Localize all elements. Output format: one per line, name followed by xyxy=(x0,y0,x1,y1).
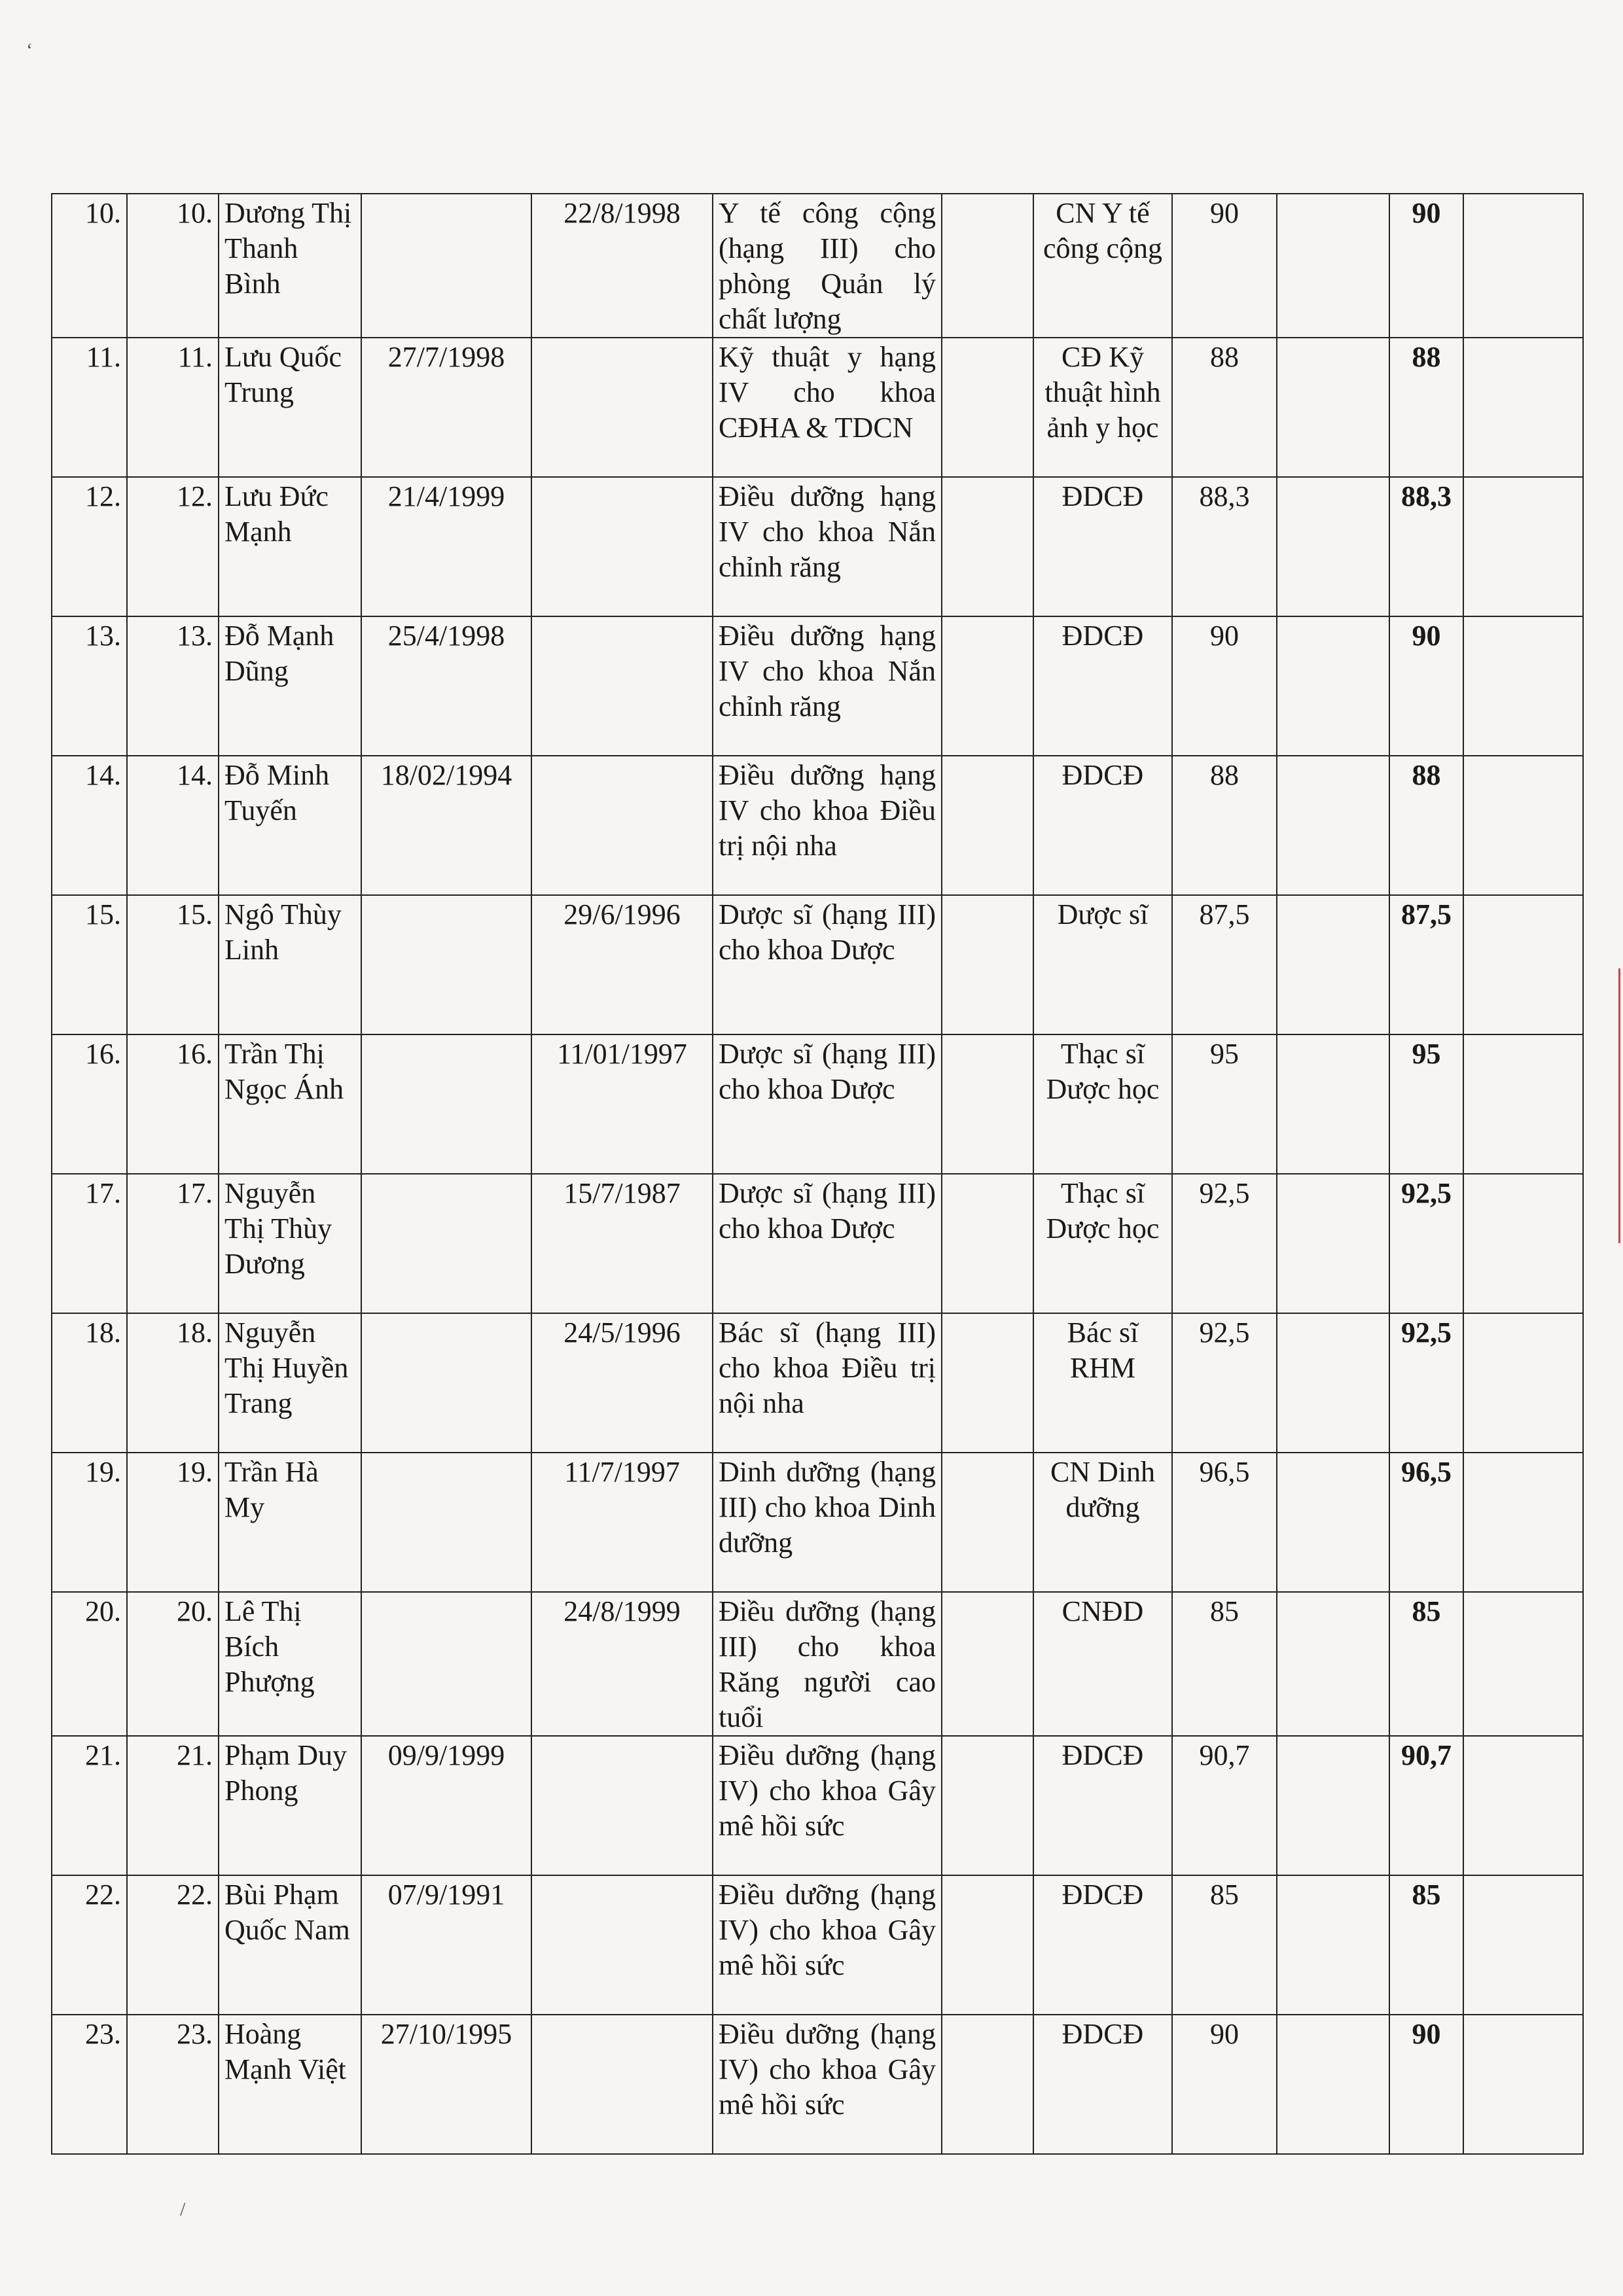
total-score: 90,7 xyxy=(1389,1736,1463,1875)
position-applied: Điều dưỡng (hạng IV) cho khoa Gây mê hồi sức xyxy=(713,1736,942,1875)
candidate-name: Phạm Duy Phong xyxy=(219,1736,361,1875)
dob-female: 11/7/1997 xyxy=(531,1453,713,1592)
dob-male: 27/10/1995 xyxy=(361,2015,531,2154)
note xyxy=(1463,1453,1583,1592)
total-score: 85 xyxy=(1389,1875,1463,2015)
exam-score: 90,7 xyxy=(1172,1736,1277,1875)
candidate-number: 23. xyxy=(127,2015,219,2154)
note xyxy=(1463,1736,1583,1875)
dob-female xyxy=(531,2015,713,2154)
bonus-points xyxy=(1277,1034,1389,1174)
qualification: ĐDCĐ xyxy=(1033,477,1172,616)
candidate-number: 12. xyxy=(127,477,219,616)
candidate-number: 10. xyxy=(127,194,219,338)
row-number: 23. xyxy=(52,2015,127,2154)
qualification: CĐ Kỹ thuật hình ảnh y học xyxy=(1033,338,1172,477)
dob-female: 22/8/1998 xyxy=(531,194,713,338)
qualification: ĐDCĐ xyxy=(1033,756,1172,895)
total-score: 88,3 xyxy=(1389,477,1463,616)
bonus-points xyxy=(1277,756,1389,895)
exam-score: 92,5 xyxy=(1172,1174,1277,1313)
qualification: Thạc sĩ Dược học xyxy=(1033,1034,1172,1174)
empty-cell xyxy=(942,1313,1033,1453)
position-applied: Điều dưỡng (hạng IV) cho khoa Gây mê hồi sức xyxy=(713,2015,942,2154)
empty-cell xyxy=(942,756,1033,895)
bonus-points xyxy=(1277,1736,1389,1875)
row-number: 11. xyxy=(52,338,127,477)
exam-score: 88 xyxy=(1172,756,1277,895)
dob-female: 24/5/1996 xyxy=(531,1313,713,1453)
total-score: 90 xyxy=(1389,2015,1463,2154)
row-number: 17. xyxy=(52,1174,127,1313)
total-score: 88 xyxy=(1389,756,1463,895)
exam-score: 95 xyxy=(1172,1034,1277,1174)
dob-female: 29/6/1996 xyxy=(531,895,713,1034)
candidate-name: Bùi Phạm Quốc Nam xyxy=(219,1875,361,2015)
table-row xyxy=(52,616,1583,756)
empty-cell xyxy=(942,1736,1033,1875)
exam-score: 85 xyxy=(1172,1875,1277,2015)
red-stamp-edge-mark xyxy=(1609,968,1620,1243)
row-number: 18. xyxy=(52,1313,127,1453)
candidate-number: 13. xyxy=(127,616,219,756)
dob-male: 09/9/1999 xyxy=(361,1736,531,1875)
scan-speck-top-left: ‘ xyxy=(26,39,33,61)
candidate-name: Trần Thị Ngọc Ánh xyxy=(219,1034,361,1174)
scan-speck-bottom-left: / xyxy=(180,2199,186,2220)
note xyxy=(1463,1174,1583,1313)
candidate-name: Đỗ Minh Tuyến xyxy=(219,756,361,895)
position-applied: Điều dưỡng hạng IV cho khoa Nắn chỉnh răng xyxy=(713,616,942,756)
dob-male xyxy=(361,194,531,338)
dob-male xyxy=(361,1592,531,1736)
note xyxy=(1463,1875,1583,2015)
candidate-number: 22. xyxy=(127,1875,219,2015)
total-score: 92,5 xyxy=(1389,1313,1463,1453)
dob-male: 21/4/1999 xyxy=(361,477,531,616)
position-applied: Bác sĩ (hạng III) cho khoa Điều trị nội nha xyxy=(713,1313,942,1453)
empty-cell xyxy=(942,338,1033,477)
empty-cell xyxy=(942,2015,1033,2154)
table-row xyxy=(52,194,1583,338)
exam-score: 88 xyxy=(1172,338,1277,477)
total-score: 95 xyxy=(1389,1034,1463,1174)
bonus-points xyxy=(1277,1453,1389,1592)
qualification: Thạc sĩ Dược học xyxy=(1033,1174,1172,1313)
dob-male xyxy=(361,1453,531,1592)
table-row xyxy=(52,1736,1583,1875)
bonus-points xyxy=(1277,616,1389,756)
candidate-name: Dương Thị Thanh Bình xyxy=(219,194,361,338)
exam-score: 85 xyxy=(1172,1592,1277,1736)
candidate-number: 15. xyxy=(127,895,219,1034)
exam-score: 96,5 xyxy=(1172,1453,1277,1592)
exam-score: 90 xyxy=(1172,194,1277,338)
candidate-name: Ngô Thùy Linh xyxy=(219,895,361,1034)
candidate-number: 14. xyxy=(127,756,219,895)
candidate-number: 19. xyxy=(127,1453,219,1592)
candidate-name: Lưu Quốc Trung xyxy=(219,338,361,477)
empty-cell xyxy=(942,1174,1033,1313)
candidate-name: Nguyễn Thị Thùy Dương xyxy=(219,1174,361,1313)
dob-male xyxy=(361,1174,531,1313)
bonus-points xyxy=(1277,1875,1389,2015)
dob-female xyxy=(531,1736,713,1875)
bonus-points xyxy=(1277,1174,1389,1313)
qualification: ĐDCĐ xyxy=(1033,1736,1172,1875)
qualification: CN Y tế công cộng xyxy=(1033,194,1172,338)
candidate-name: Đỗ Mạnh Dũng xyxy=(219,616,361,756)
row-number: 19. xyxy=(52,1453,127,1592)
candidate-number: 20. xyxy=(127,1592,219,1736)
bonus-points xyxy=(1277,477,1389,616)
position-applied: Điều dưỡng (hạng III) cho khoa Răng người cao tuổi xyxy=(713,1592,942,1736)
position-applied: Dược sĩ (hạng III) cho khoa Dược xyxy=(713,1034,942,1174)
dob-female: 15/7/1987 xyxy=(531,1174,713,1313)
row-number: 12. xyxy=(52,477,127,616)
row-number: 10. xyxy=(52,194,127,338)
empty-cell xyxy=(942,616,1033,756)
dob-female xyxy=(531,1875,713,2015)
total-score: 90 xyxy=(1389,616,1463,756)
dob-female xyxy=(531,338,713,477)
empty-cell xyxy=(942,1453,1033,1592)
total-score: 96,5 xyxy=(1389,1453,1463,1592)
total-score: 87,5 xyxy=(1389,895,1463,1034)
candidate-name: Hoàng Mạnh Việt xyxy=(219,2015,361,2154)
bonus-points xyxy=(1277,895,1389,1034)
candidate-name: Trần Hà My xyxy=(219,1453,361,1592)
table-row xyxy=(52,1174,1583,1313)
table-row xyxy=(52,338,1583,477)
row-number: 20. xyxy=(52,1592,127,1736)
candidate-number: 16. xyxy=(127,1034,219,1174)
qualification: Bác sĩ RHM xyxy=(1033,1313,1172,1453)
bonus-points xyxy=(1277,1313,1389,1453)
empty-cell xyxy=(942,194,1033,338)
total-score: 85 xyxy=(1389,1592,1463,1736)
exam-score: 90 xyxy=(1172,2015,1277,2154)
empty-cell xyxy=(942,1592,1033,1736)
qualification: ĐDCĐ xyxy=(1033,2015,1172,2154)
results-table-body xyxy=(52,194,1583,2154)
note xyxy=(1463,338,1583,477)
table-row xyxy=(52,1034,1583,1174)
note xyxy=(1463,2015,1583,2154)
results-table xyxy=(51,193,1584,2155)
qualification: Dược sĩ xyxy=(1033,895,1172,1034)
note xyxy=(1463,1034,1583,1174)
position-applied: Điều dưỡng (hạng IV) cho khoa Gây mê hồi sức xyxy=(713,1875,942,2015)
table-row xyxy=(52,1313,1583,1453)
empty-cell xyxy=(942,1875,1033,2015)
qualification: CNĐD xyxy=(1033,1592,1172,1736)
position-applied: Dinh dưỡng (hạng III) cho khoa Dinh dưỡng xyxy=(713,1453,942,1592)
exam-score: 90 xyxy=(1172,616,1277,756)
total-score: 90 xyxy=(1389,194,1463,338)
candidate-number: 18. xyxy=(127,1313,219,1453)
row-number: 21. xyxy=(52,1736,127,1875)
empty-cell xyxy=(942,1034,1033,1174)
qualification: CN Dinh dưỡng xyxy=(1033,1453,1172,1592)
row-number: 13. xyxy=(52,616,127,756)
empty-cell xyxy=(942,477,1033,616)
bonus-points xyxy=(1277,194,1389,338)
empty-cell xyxy=(942,895,1033,1034)
table-row xyxy=(52,477,1583,616)
dob-male: 18/02/1994 xyxy=(361,756,531,895)
candidate-number: 17. xyxy=(127,1174,219,1313)
row-number: 15. xyxy=(52,895,127,1034)
table-row xyxy=(52,2015,1583,2154)
dob-male: 07/9/1991 xyxy=(361,1875,531,2015)
note xyxy=(1463,756,1583,895)
dob-female xyxy=(531,756,713,895)
candidate-name: Lưu Đức Mạnh xyxy=(219,477,361,616)
table-row xyxy=(52,756,1583,895)
qualification: ĐDCĐ xyxy=(1033,1875,1172,2015)
row-number: 16. xyxy=(52,1034,127,1174)
position-applied: Kỹ thuật y hạng IV cho khoa CĐHA & TDCN xyxy=(713,338,942,477)
candidate-name: Nguyễn Thị Huyền Trang xyxy=(219,1313,361,1453)
total-score: 92,5 xyxy=(1389,1174,1463,1313)
candidate-number: 11. xyxy=(127,338,219,477)
exam-score: 92,5 xyxy=(1172,1313,1277,1453)
dob-male: 27/7/1998 xyxy=(361,338,531,477)
dob-female: 11/01/1997 xyxy=(531,1034,713,1174)
table-row xyxy=(52,1875,1583,2015)
table-row xyxy=(52,1453,1583,1592)
dob-female: 24/8/1999 xyxy=(531,1592,713,1736)
table-row xyxy=(52,1592,1583,1736)
exam-score: 88,3 xyxy=(1172,477,1277,616)
note xyxy=(1463,616,1583,756)
exam-score: 87,5 xyxy=(1172,895,1277,1034)
position-applied: Dược sĩ (hạng III) cho khoa Dược xyxy=(713,1174,942,1313)
dob-male xyxy=(361,895,531,1034)
dob-male: 25/4/1998 xyxy=(361,616,531,756)
table-row xyxy=(52,895,1583,1034)
bonus-points xyxy=(1277,1592,1389,1736)
candidate-name: Lê Thị Bích Phượng xyxy=(219,1592,361,1736)
position-applied: Điều dưỡng hạng IV cho khoa Nắn chỉnh răng xyxy=(713,477,942,616)
position-applied: Điều dưỡng hạng IV cho khoa Điều trị nội nha xyxy=(713,756,942,895)
note xyxy=(1463,194,1583,338)
position-applied: Dược sĩ (hạng III) cho khoa Dược xyxy=(713,895,942,1034)
note xyxy=(1463,1313,1583,1453)
qualification: ĐDCĐ xyxy=(1033,616,1172,756)
note xyxy=(1463,1592,1583,1736)
dob-male xyxy=(361,1034,531,1174)
candidate-number: 21. xyxy=(127,1736,219,1875)
position-applied: Y tế công cộng (hạng III) cho phòng Quản lý chất lượng xyxy=(713,194,942,338)
note xyxy=(1463,895,1583,1034)
dob-female xyxy=(531,477,713,616)
dob-female xyxy=(531,616,713,756)
dob-male xyxy=(361,1313,531,1453)
bonus-points xyxy=(1277,338,1389,477)
row-number: 22. xyxy=(52,1875,127,2015)
bonus-points xyxy=(1277,2015,1389,2154)
note xyxy=(1463,477,1583,616)
total-score: 88 xyxy=(1389,338,1463,477)
row-number: 14. xyxy=(52,756,127,895)
